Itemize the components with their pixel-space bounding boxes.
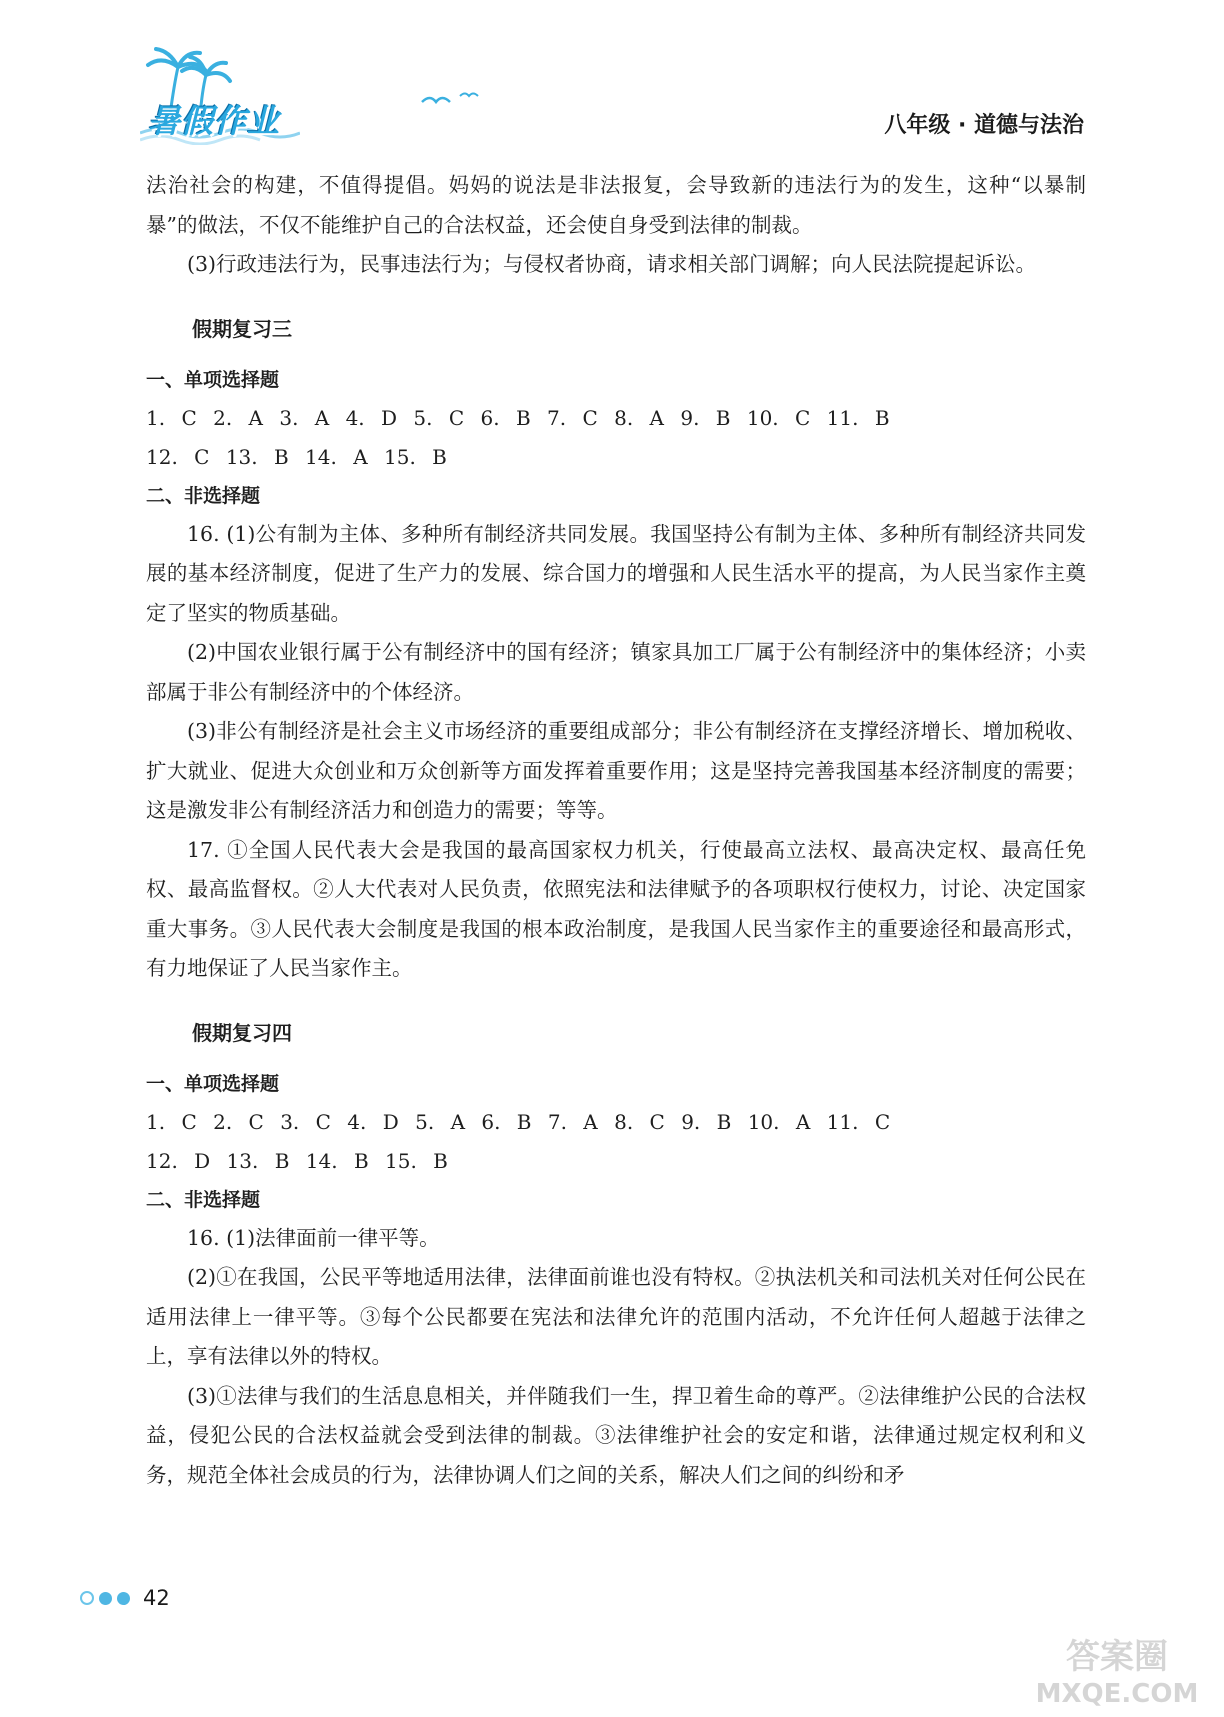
page-content (146, 166, 1086, 1495)
answers-line: 12. D 13. B 14. B 15. B (146, 1148, 448, 1173)
section-title-review3: 假期复习三 (192, 316, 292, 341)
page-footer (80, 1586, 170, 1610)
intro-paragraph-1: 法治社会的构建，不值得提倡。妈妈的说法是非法报复，会导致新的违法行为的发生，这种“以暴制暴”的做法，不仅不能维护自己的合法权益，还会使自身受到法律的制裁。 (146, 173, 1086, 237)
answer-paragraph: (2)①在我国，公民平等地适用法律，法律面前谁也没有特权。②执法机关和司法机关对任何公民在适用法律上一律平等。③每个公民都要在宪法和法律允许的范围内活动，不允许任何人超越于法律之上，享有法律以外的特权。 (146, 1265, 1086, 1368)
answer-paragraph: 16. (1)公有制为主体、多种所有制经济共同发展。我国坚持公有制为主体、多种所有制经济共同发展的基本经济制度，促进了生产力的发展、综合国力的增强和人民生活水平的提高，为人民当家作主奠定了坚实的物质基础。 (146, 521, 1086, 625)
answers-line: 1. C 2. A 3. A 4. D 5. C 6. B 7. C 8. A 9. B 10. C 11. B (146, 405, 890, 430)
answer-paragraph: (2)中国农业银行属于公有制经济中的国有经济；镇家具加工厂属于公有制经济中的集体经济；小卖部属于非公有制经济中的个体经济。 (146, 640, 1086, 704)
watermark-text: 答案圈 (1066, 1637, 1168, 1677)
non-choice-title: 二、非选择题 (146, 1188, 261, 1211)
watermark-url: MXQE.COM (1035, 1679, 1199, 1709)
answer-paragraph: (3)非公有制经济是社会主义市场经济的重要组成部分；非公有制经济在支撑经济增长、增加税收、扩大就业、促进大众创业和万众创新等方面发挥着重要作用；这是坚持完善我国基本经济制度的需要；这是激发非公有制经济活力和创造力的需要；等等。 (146, 719, 1086, 822)
page-number: 42 (143, 1586, 170, 1610)
logo-text: 暑假作业 (148, 102, 281, 140)
decorative-dot-icon (117, 1592, 130, 1605)
answers-line: 12. C 13. B 14. A 15. B (146, 444, 447, 469)
seagull-icon (420, 88, 500, 118)
watermark-logo (1032, 1630, 1202, 1710)
answer-paragraph: 17. ①全国人民代表大会是我国的最高国家权力机关，行使最高立法权、最高决定权、最高任免权、最高监督权。②人大代表对人民负责，依照宪法和法律赋予的各项职权行使权力，讨论、决定国家重大事务。③人民代表大会制度是我国的根本政治制度，是我国人民当家作主的重要途径和最高形式，有力地保证了人民当家作主。 (146, 837, 1086, 980)
intro-paragraph-2: (3)行政违法行为，民事违法行为；与侵权者协商，请求相关部门调解；向人民法院提起诉讼。 (187, 252, 1037, 276)
single-choice-title: 一、单项选择题 (146, 368, 280, 391)
decorative-dot-icon (80, 1591, 94, 1605)
decorative-dot-icon (99, 1592, 112, 1605)
page-header (0, 0, 1224, 150)
answer-paragraph: (3)①法律与我们的生活息息相关，并伴随我们一生，捍卫着生命的尊严。②法律维护公民的合法权益，侵犯公民的合法权益就会受到法律的制裁。③法律维护社会的安定和谐，法律通过规定权利和义务，规范全体社会成员的行为，法律协调人们之间的关系，解决人们之间的纠纷和矛 (146, 1383, 1086, 1487)
single-choice-title: 一、单项选择题 (146, 1072, 280, 1095)
answers-line: 1. C 2. C 3. C 4. D 5. A 6. B 7. A 8. C 9. B 10. A 11. C (146, 1109, 891, 1134)
header-title: 八年级 · 道德与法治 (884, 113, 1084, 138)
section-title-review4: 假期复习四 (192, 1020, 292, 1045)
answer-paragraph: 16. (1)法律面前一律平等。 (187, 1225, 440, 1250)
non-choice-title: 二、非选择题 (146, 484, 261, 507)
